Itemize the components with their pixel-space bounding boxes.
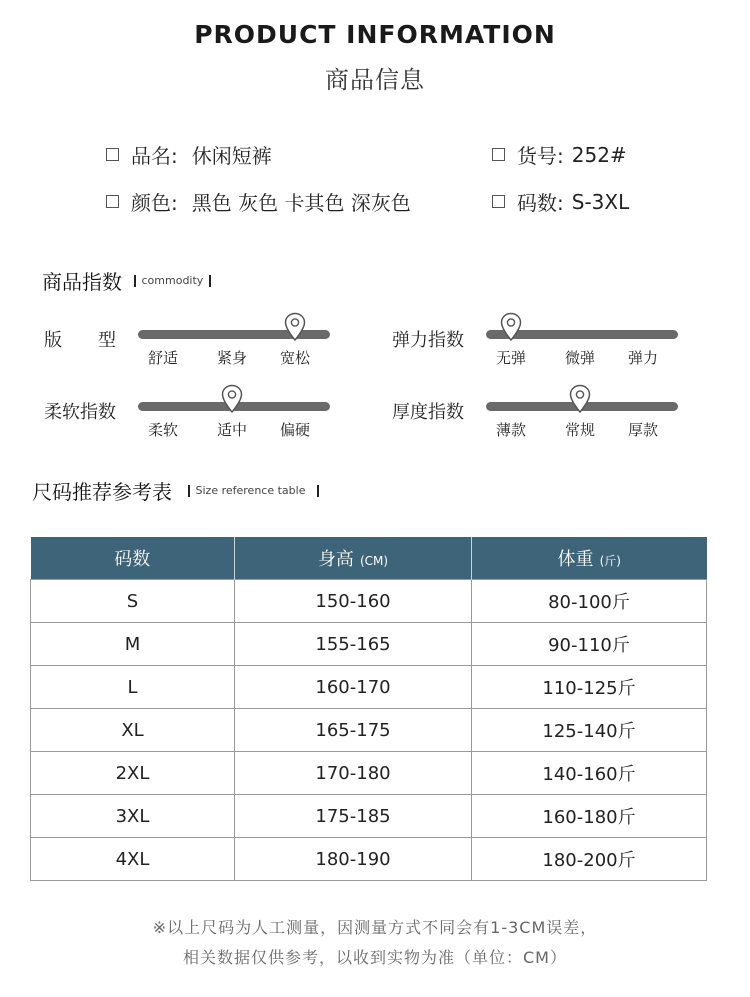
page-title-cn: 商品信息	[325, 66, 425, 94]
index-tick-label: 偏硬	[279, 421, 310, 439]
info-item-no-label: 货号:	[517, 144, 564, 168]
index-label: 弹力指数	[392, 330, 464, 351]
cell-size: S	[31, 580, 235, 623]
index-tick-label: 适中	[216, 421, 247, 439]
index-tick-label: 宽松	[279, 349, 310, 367]
index-tick-label: 弹力	[627, 349, 658, 367]
size-section-title-text: 尺码推荐参考表	[32, 480, 172, 504]
index-label: 厚度指数	[392, 402, 464, 423]
cell-weight: 180-200斤	[472, 838, 707, 881]
info-name	[106, 140, 272, 169]
header-height	[235, 537, 472, 580]
info-color-label: 颜色:	[131, 191, 178, 215]
divider	[209, 275, 211, 287]
size-section-subtitle	[182, 484, 325, 497]
size-table-header	[31, 537, 707, 580]
note-line-1: ※以上尺码为人工测量，因测量方式不同会有1-3CM误差，	[152, 918, 598, 937]
index-section-subtitle	[128, 274, 217, 287]
cell-weight: 80-100斤	[472, 580, 707, 623]
index-tick-label: 舒适	[147, 349, 178, 367]
info-item-no-value: 252#	[571, 142, 627, 167]
divider	[188, 485, 190, 497]
info-color-value: 黑色 灰色 卡其色 深灰色	[191, 191, 411, 215]
info-name-label: 品名:	[131, 144, 178, 168]
info-size-label: 码数:	[517, 191, 564, 215]
index-section-title	[42, 266, 217, 295]
cell-weight: 110-125斤	[472, 666, 707, 709]
cell-height: 180-190	[235, 838, 472, 881]
info-name-value: 休闲短裤	[191, 144, 272, 168]
checkbox-icon	[106, 148, 119, 161]
cell-height: 175-185	[235, 795, 472, 838]
header-height-unit: (CM)	[359, 554, 389, 568]
index-tick-label: 无弹	[495, 349, 526, 367]
index-tick-label: 常规	[564, 421, 595, 439]
header-height-text: 身高	[317, 549, 354, 570]
table-row	[31, 709, 707, 752]
size-section-title	[32, 476, 325, 505]
cell-height: 165-175	[235, 709, 472, 752]
header-weight-unit: (斤)	[599, 554, 621, 568]
cell-height: 170-180	[235, 752, 472, 795]
header-size-text: 码数	[114, 549, 151, 570]
index-tick-label: 柔软	[147, 421, 178, 439]
divider	[317, 485, 319, 497]
divider	[134, 275, 136, 287]
checkbox-icon	[492, 195, 505, 208]
cell-height: 160-170	[235, 666, 472, 709]
index-label: 版 型	[44, 330, 116, 351]
size-table	[30, 537, 707, 881]
cell-size: M	[31, 623, 235, 666]
header-weight-text: 体重	[557, 549, 594, 570]
cell-size: XL	[31, 709, 235, 752]
cell-weight: 160-180斤	[472, 795, 707, 838]
cell-size: L	[31, 666, 235, 709]
cell-size: 2XL	[31, 752, 235, 795]
cell-size: 4XL	[31, 838, 235, 881]
index-section-subtitle-text: commodity	[141, 274, 204, 287]
index-tick-label: 紧身	[216, 349, 247, 367]
location-pin-icon	[220, 384, 244, 414]
info-item-no	[492, 140, 627, 169]
info-size-value: S-3XL	[571, 189, 630, 214]
cell-weight: 90-110斤	[472, 623, 707, 666]
index-label: 柔软指数	[44, 402, 116, 423]
table-row	[31, 752, 707, 795]
size-section-subtitle-text: Size reference table	[195, 484, 306, 497]
checkbox-icon	[106, 195, 119, 208]
table-row	[31, 623, 707, 666]
header-weight	[472, 537, 707, 580]
table-row	[31, 666, 707, 709]
index-tick-label: 薄款	[495, 421, 526, 439]
checkbox-icon	[492, 148, 505, 161]
table-row	[31, 795, 707, 838]
location-pin-icon	[499, 312, 523, 342]
table-row	[31, 580, 707, 623]
size-table-body	[31, 580, 707, 881]
cell-weight: 125-140斤	[472, 709, 707, 752]
cell-height: 155-165	[235, 623, 472, 666]
info-size	[492, 187, 629, 216]
note-line-2: 相关数据仅供参考，以收到实物为准（单位：CM）	[183, 948, 567, 967]
location-pin-icon	[568, 384, 592, 414]
cell-size: 3XL	[31, 795, 235, 838]
index-section-title-text: 商品指数	[42, 270, 122, 294]
location-pin-icon	[283, 312, 307, 342]
cell-height: 150-160	[235, 580, 472, 623]
info-color	[106, 187, 411, 216]
table-row	[31, 838, 707, 881]
index-tick-label: 微弹	[564, 349, 595, 367]
header-size	[31, 537, 235, 580]
page-title-en: PRODUCT INFORMATION	[194, 20, 556, 49]
cell-weight: 140-160斤	[472, 752, 707, 795]
index-tick-label: 厚款	[627, 421, 658, 439]
